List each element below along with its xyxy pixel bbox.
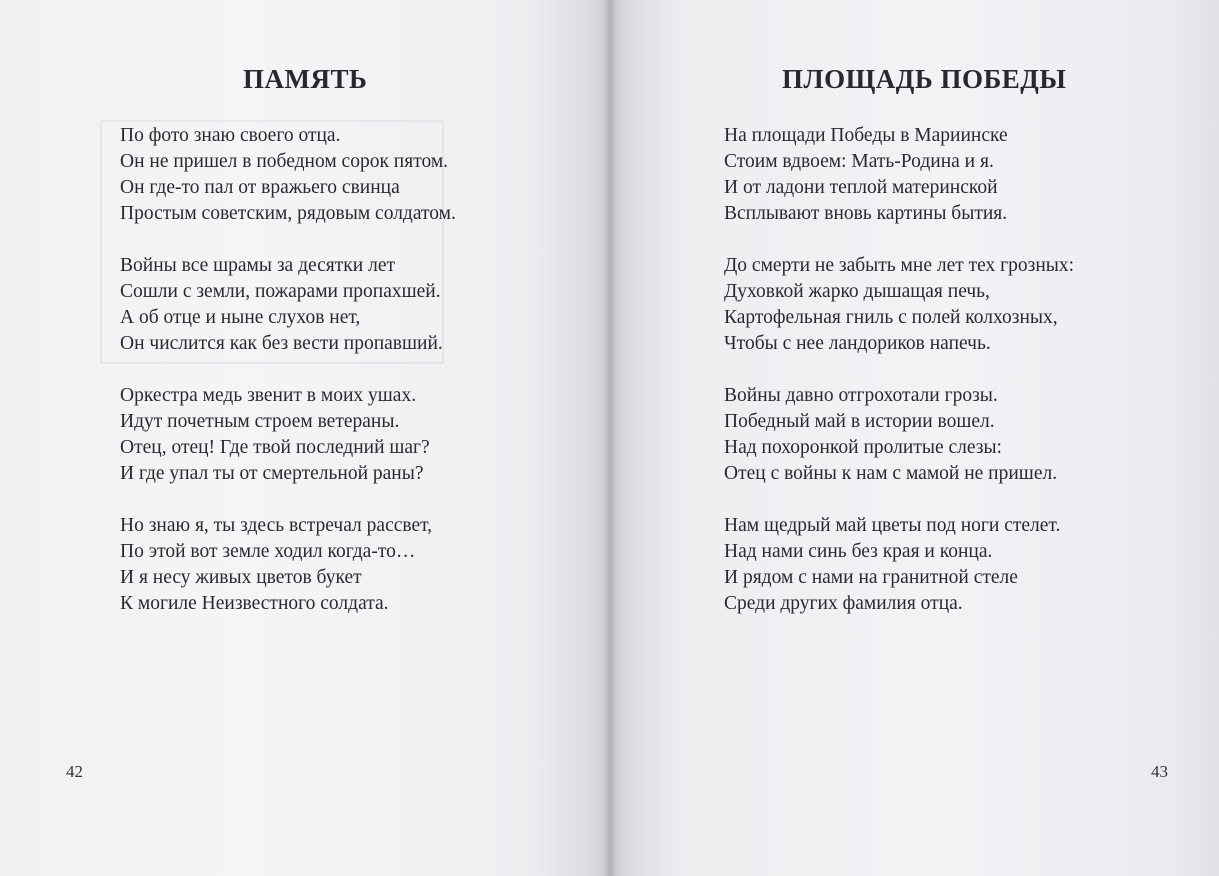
poem-line: По фото знаю своего отца. — [120, 125, 341, 146]
right-poem — [724, 123, 1074, 643]
right-page-title: ПЛОЩАДЬ ПОБЕДЫ — [782, 64, 1067, 94]
poem-line: Простым советским, рядовым солдатом. — [120, 203, 456, 224]
poem-line: И я несу живых цветов букет — [120, 567, 362, 588]
poem-line: Чтобы с нее ландориков напечь. — [724, 333, 991, 354]
poem-line: Стоим вдвоем: Мать-Родина и я. — [724, 151, 994, 172]
stanza — [120, 123, 456, 227]
poem-line: На площади Победы в Мариинске — [724, 125, 1008, 146]
page-number: 43 — [1151, 762, 1168, 781]
poem-line: Картофельная гниль с полей колхозных, — [724, 307, 1058, 328]
stanza — [724, 513, 1074, 617]
poem-line: Он где-то пал от вражьего свинца — [120, 177, 400, 198]
poem-line: Духовкой жарко дышащая печь, — [724, 281, 990, 302]
poem-line: Оркестра медь звенит в моих ушах. — [120, 385, 417, 406]
poem-line: Всплывают вновь картины бытия. — [724, 203, 1008, 224]
right-page — [610, 0, 1219, 876]
stanza — [120, 253, 456, 357]
left-poem — [120, 123, 456, 643]
stanza — [724, 383, 1074, 487]
poem-line: Войны давно отгрохотали грозы. — [724, 385, 998, 406]
poem-line: По этой вот земле ходил когда-то… — [120, 541, 416, 562]
poem-line: Отец, отец! Где твой последний шаг? — [120, 437, 430, 458]
poem-line: Он не пришел в победном сорок пятом. — [120, 151, 449, 172]
poem-line: До смерти не забыть мне лет тех грозных: — [724, 255, 1075, 276]
poem-line: Он числится как без вести пропавший. — [120, 333, 443, 354]
poem-line: Идут почетным строем ветераны. — [120, 411, 400, 432]
poem-line: Над нами синь без края и конца. — [724, 541, 993, 562]
poem-line: Среди других фамилия отца. — [724, 593, 963, 614]
poem-line: Победный май в истории вошел. — [724, 411, 995, 432]
poem-line: Над похоронкой пролитые слезы: — [724, 437, 1002, 458]
stanza — [120, 383, 456, 487]
poem-line: Нам щедрый май цветы под ноги стелет. — [724, 515, 1061, 536]
poem-line: И от ладони теплой материнской — [724, 177, 998, 198]
poem-line: И где упал ты от смертельной раны? — [120, 463, 424, 484]
left-page-title: ПАМЯТЬ — [243, 64, 368, 94]
stanza — [120, 513, 456, 617]
page-number: 42 — [66, 762, 83, 781]
poem-line: Отец с войны к нам с мамой не пришел. — [724, 463, 1058, 484]
poem-line: И рядом с нами на гранитной стеле — [724, 567, 1018, 588]
stanza — [724, 253, 1074, 357]
poem-line: Сошли с земли, пожарами пропахшей. — [120, 281, 441, 302]
poem-line: А об отце и ныне слухов нет, — [120, 307, 361, 328]
poem-line: Но знаю я, ты здесь встречал рассвет, — [120, 515, 433, 536]
stanza — [724, 123, 1074, 227]
poem-line: Войны все шрамы за десятки лет — [120, 255, 395, 276]
poem-line: К могиле Неизвестного солдата. — [120, 593, 389, 614]
